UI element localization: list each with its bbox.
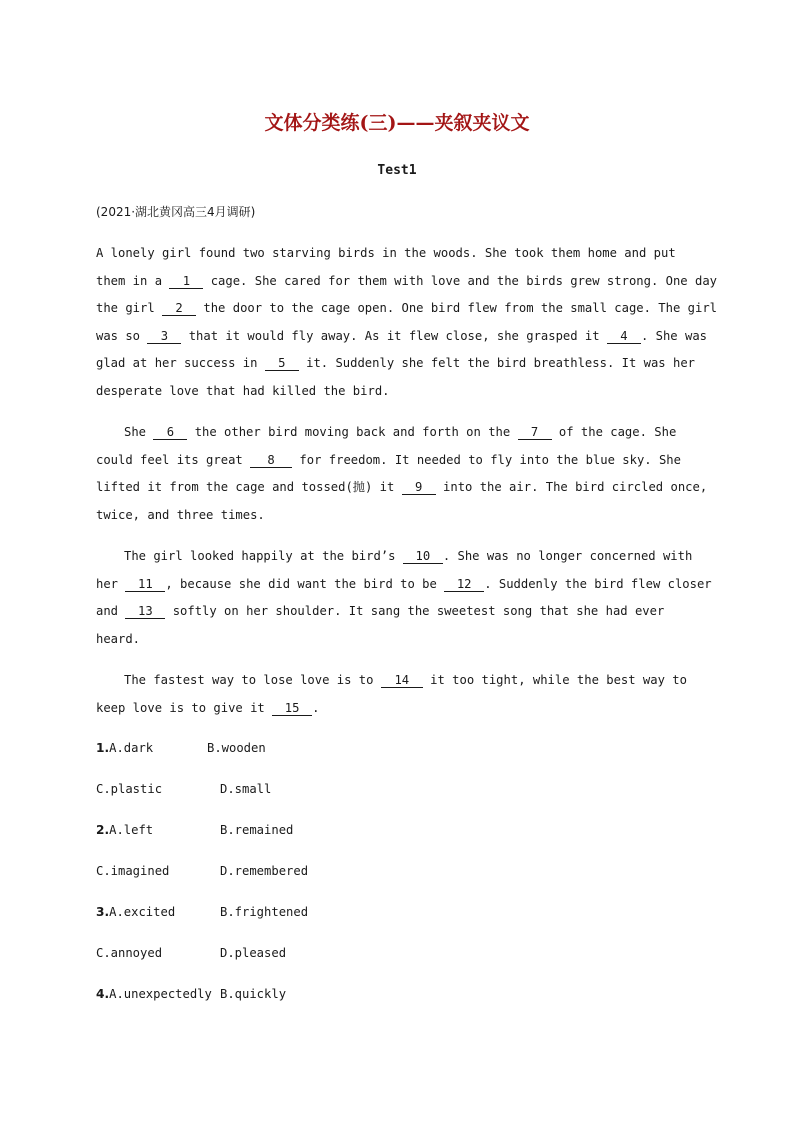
question-number: 1. (96, 741, 110, 755)
option-a: A.unexpectedly (109, 987, 212, 1001)
option-c: C.annoyed (96, 946, 163, 960)
blank-5: 5 (265, 356, 299, 371)
question-number: 3. (96, 905, 110, 919)
text-line: and 13 softly on her shoulder. It sang the sweetest song that she had ever (96, 604, 665, 619)
blank-3: 3 (147, 329, 181, 344)
text-line: The girl looked happily at the bird’s 10 . She was no longer concerned with (124, 549, 693, 563)
text-line: keep love is to give it 15 . (96, 700, 320, 715)
text-line: twice, and three times. (96, 507, 265, 522)
option-a: A.dark (109, 741, 154, 755)
passage-paragraph-2 (96, 419, 708, 529)
option-b: B.remained (220, 823, 294, 837)
question-number: 4. (96, 987, 110, 1001)
question-1-row-1 (96, 741, 266, 755)
blank-4: 4 (607, 329, 641, 344)
page-title: 文体分类练(三)——夹叙夹议文 (264, 112, 530, 134)
question-number: 2. (96, 823, 110, 837)
option-d: D.pleased (220, 946, 287, 960)
option-a: A.left (109, 823, 154, 837)
text-line: lifted it from the cage and tossed(抛) it 9 into the air. The bird circled once, (96, 480, 708, 495)
question-3-row-1 (96, 905, 309, 919)
text-line: glad at her success in 5 it. Suddenly she felt the bird breathless. It was her (96, 356, 695, 371)
blank-9: 9 (402, 480, 436, 495)
test-label: Test1 (377, 163, 417, 178)
blank-11: 11 (125, 577, 165, 592)
question-1-row-2 (96, 782, 272, 796)
option-c: C.plastic (96, 782, 163, 796)
text-line: her 11 , because she did want the bird to be 12 . Suddenly the bird flew closer (96, 576, 712, 591)
option-b: B.quickly (220, 987, 287, 1001)
blank-6: 6 (153, 425, 187, 440)
blank-15: 15 (272, 701, 312, 716)
option-d: D.small (220, 782, 272, 796)
text-line: She 6 the other bird moving back and forth on the 7 of the cage. She (124, 425, 677, 439)
question-3-row-2 (96, 946, 287, 960)
blank-1: 1 (169, 274, 203, 289)
text-line: heard. (96, 631, 141, 646)
blank-2: 2 (162, 301, 196, 316)
text-line: could feel its great 8 for freedom. It needed to fly into the blue sky. She (96, 452, 681, 467)
option-b: B.wooden (207, 741, 266, 755)
text-line: The fastest way to lose love is to 14 it too tight, while the best way to (124, 673, 687, 687)
blank-12: 12 (444, 577, 484, 592)
blank-7: 7 (518, 425, 552, 440)
question-4-row-1 (96, 987, 287, 1001)
source-note: (2021·湖北黄冈高三4月调研) (96, 205, 256, 219)
option-b: B.frightened (220, 905, 309, 919)
blank-13: 13 (125, 604, 165, 619)
option-d: D.remembered (220, 864, 309, 878)
blank-14: 14 (381, 673, 423, 688)
option-a: A.excited (109, 905, 176, 919)
passage-paragraph-4 (96, 667, 696, 722)
question-2-row-2 (96, 864, 309, 878)
question-2-row-1 (96, 823, 294, 837)
text-line: A lonely girl found two starving birds in the woods. She took them home and put (96, 246, 676, 260)
text-line: desperate love that had killed the bird. (96, 383, 390, 398)
passage-paragraph-1 (96, 240, 718, 406)
option-c: C.imagined (96, 864, 170, 878)
blank-8: 8 (250, 453, 292, 468)
text-line: the girl 2 the door to the cage open. One bird flew from the small cage. The girl (96, 301, 718, 316)
blank-10: 10 (403, 549, 443, 564)
passage-paragraph-3 (96, 543, 712, 653)
text-line: them in a 1 cage. She cared for them with love and the birds grew strong. One day (96, 273, 717, 288)
text-line: was so 3 that it would fly away. As it flew close, she grasped it 4 . She was (96, 328, 707, 343)
